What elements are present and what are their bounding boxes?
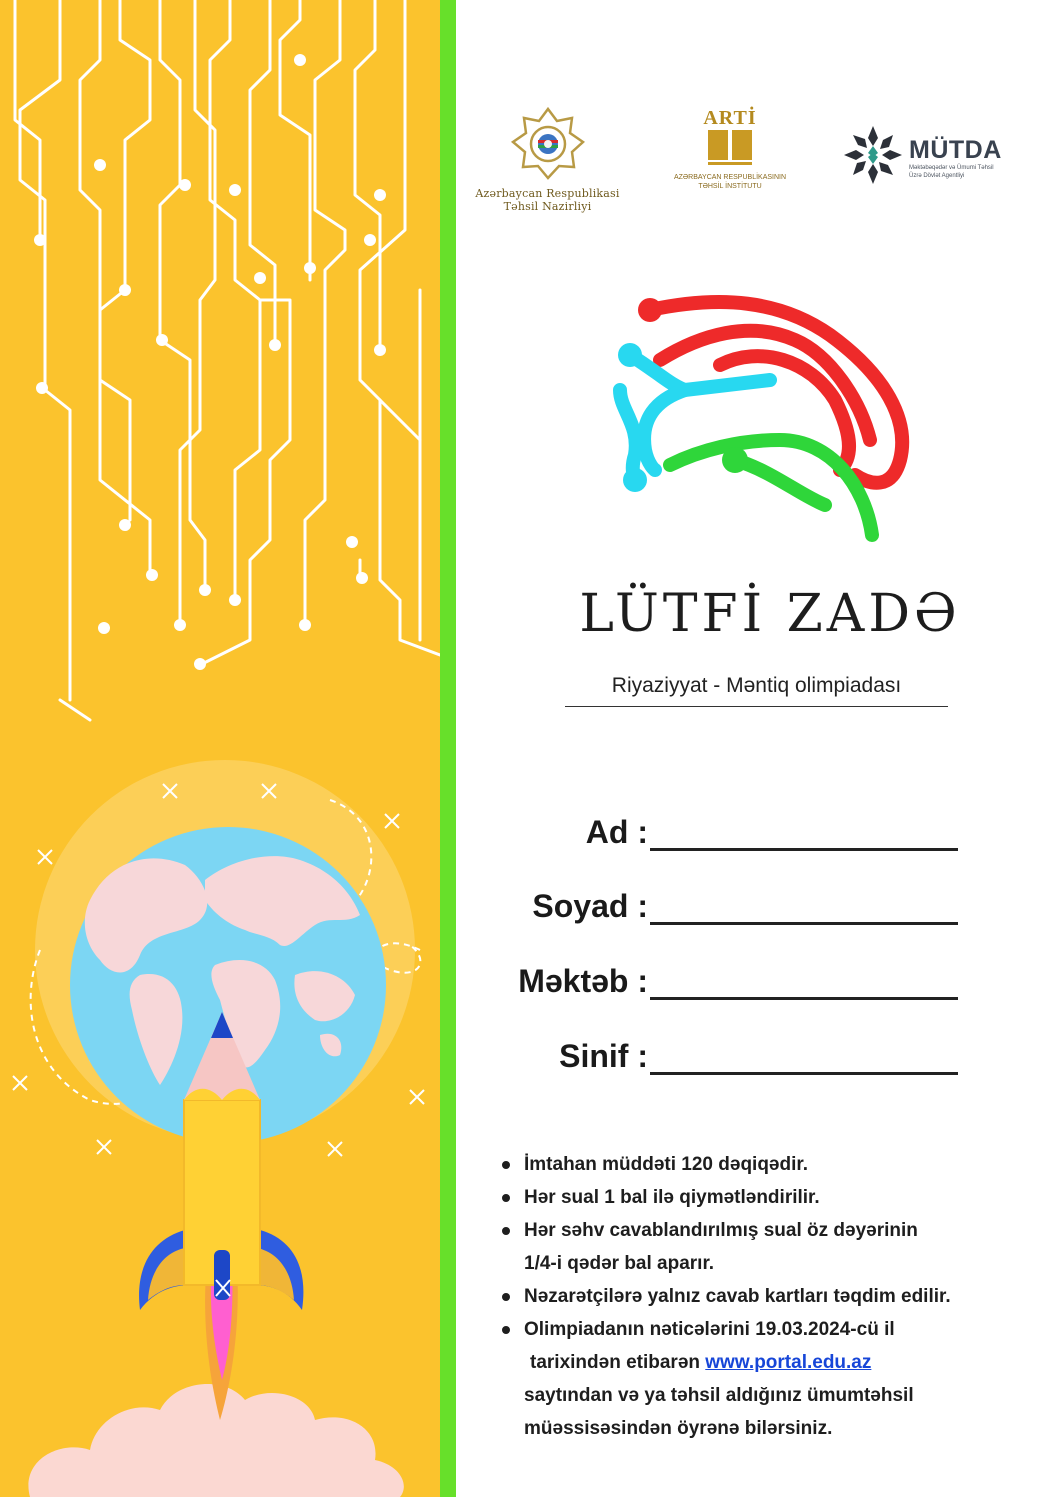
rule-results-line3: saytından və ya təhsil aldığınız ümumtəhsil	[524, 1385, 914, 1406]
name-field[interactable]	[470, 814, 970, 858]
ministry-name-line1: Azərbaycan Respublikasi	[475, 187, 620, 200]
brain-emblem-icon	[600, 290, 920, 550]
class-field[interactable]	[470, 1038, 970, 1082]
name-label: Ad :	[585, 814, 648, 850]
rule-item	[500, 1313, 1040, 1445]
rule-results-line2	[524, 1346, 1040, 1379]
school-line[interactable]	[650, 997, 958, 1000]
accent-stripe	[440, 0, 456, 1497]
surname-field[interactable]	[470, 888, 970, 932]
rule-item	[500, 1148, 1040, 1181]
ministry-emblem-icon	[510, 106, 586, 182]
exam-rules	[500, 1148, 1040, 1445]
rule-item	[500, 1181, 1040, 1214]
decorative-panel	[0, 0, 440, 1497]
arti-name: ARTİ	[703, 107, 757, 129]
mutda-name: MÜTDA	[909, 136, 1002, 164]
rule-duration: İmtahan müddəti 120 dəqiqədir.	[524, 1154, 809, 1175]
name-line[interactable]	[650, 848, 958, 851]
ministry-name-line2: Təhsil Nazirliyi	[503, 200, 592, 213]
class-label: Sinif :	[559, 1038, 648, 1074]
rule-scoring: Hər sual 1 bal ilə qiymətləndirilir.	[524, 1187, 820, 1208]
circuit-illustration	[0, 0, 440, 1497]
surname-label: Soyad :	[532, 888, 648, 924]
rule-answer-cards: Nəzarətçilərə yalnız cavab kartları təqdim edilir.	[524, 1286, 951, 1307]
school-field[interactable]	[470, 963, 970, 1007]
class-line[interactable]	[650, 1072, 958, 1075]
rule-penalty-line2: 1/4-i qədər bal aparır.	[524, 1253, 715, 1274]
arti-logo	[670, 108, 790, 191]
mutda-emblem-icon	[842, 124, 904, 186]
arti-name-line2: TƏHSİL İNSTİTUTU	[698, 183, 762, 190]
mutda-logo	[842, 124, 1032, 194]
mutda-name-line1: Məktəbəqədər və Ümumi Təhsil	[909, 165, 994, 171]
school-label: Məktəb :	[518, 963, 648, 999]
portal-link[interactable]: www.portal.edu.az	[705, 1352, 872, 1373]
mutda-subtitle	[909, 164, 1029, 180]
surname-line[interactable]	[650, 922, 958, 925]
rule-penalty-line1: Hər səhv cavablandırılmış sual öz dəyərinin	[524, 1220, 918, 1241]
mutda-name-line2: Üzrə Dövlət Agentliyi	[909, 173, 965, 179]
partner-logos	[470, 100, 1040, 220]
olympiad-subtitle: Riyaziyyat - Məntiq olimpiadası	[565, 674, 948, 707]
olympiad-title: LÜTFİ ZADƏ	[579, 584, 961, 644]
ministry-logo	[475, 106, 620, 213]
rule-results-from: tarixindən etibarən	[530, 1352, 700, 1373]
rule-item	[500, 1214, 1040, 1280]
rule-results-line4: müəssisəsindən öyrənə bilərsiniz.	[524, 1418, 833, 1439]
book-icon	[705, 128, 755, 168]
rule-results-line1: Olimpiadanın nəticələrini 19.03.2024-cü il	[524, 1319, 895, 1340]
arti-name-line1: AZƏRBAYCAN RESPUBLİKASININ	[673, 174, 787, 181]
rule-item	[500, 1280, 1040, 1313]
